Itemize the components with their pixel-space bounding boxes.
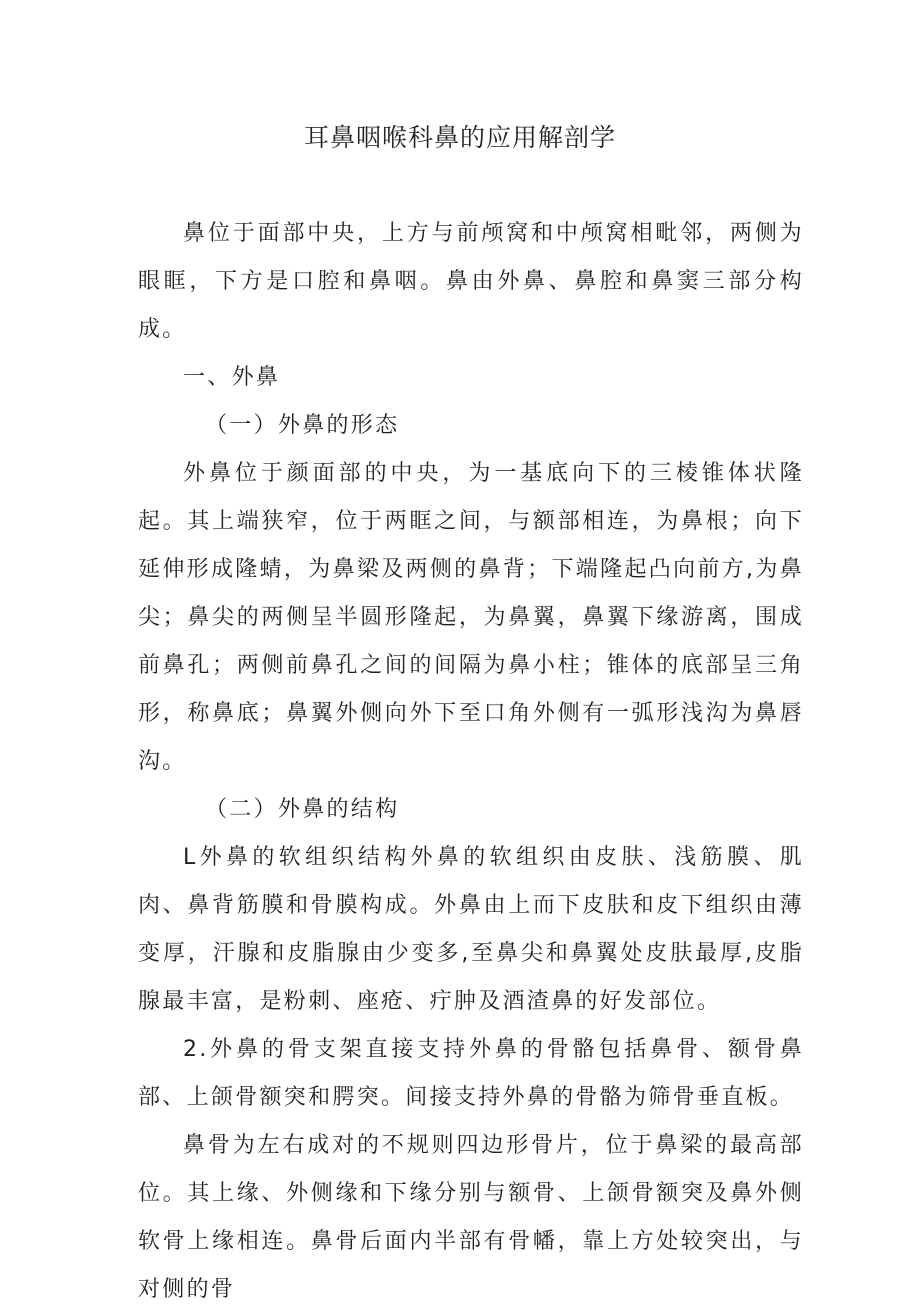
document-title: 耳鼻咽喉科鼻的应用解剖学 <box>303 123 616 152</box>
section-heading-external-nose: 一、外鼻 <box>183 365 281 390</box>
subsection-heading-structure: （二）外鼻的结构 <box>205 797 400 822</box>
morphology-paragraph: 外鼻位于颜面部的中央，为一基底向下的三棱锥体状隆起。其上端狭窄，位于两眶之间，与额部相连，为鼻根；向下延伸形成隆蜻，为鼻梁及两侧的鼻背；下端隆起凸向前方,为鼻尖；鼻尖的两侧呈半圆形隆起，为鼻翼，鼻翼下缘游离，围成前鼻孔；两侧前鼻孔之间的间隔为鼻小柱；锥体的底部呈三角形，称鼻底；鼻翼外侧向外下至口角外侧有一弧形浅沟为鼻唇沟。 <box>138 461 804 774</box>
intro-paragraph: 鼻位于面部中央，上方与前颅窝和中颅窝相毗邻，两侧为眼眶，下方是口腔和鼻咽。鼻由外鼻、鼻腔和鼻窦三部分构成。 <box>138 221 804 342</box>
document-body <box>138 210 804 1314</box>
subsection-heading-morphology: （一）外鼻的形态 <box>205 413 400 438</box>
nasal-bone-paragraph: 鼻骨为左右成对的不规则四边形骨片，位于鼻梁的最高部位。其上缘、外侧缘和下缘分别与额骨、上颌骨额突及鼻外侧软骨上缘相连。鼻骨后面内半部有骨幡，靠上方处较突出，与对侧的骨 <box>138 1133 804 1302</box>
soft-tissue-paragraph: L外鼻的软组织结构外鼻的软组织由皮肤、浅筋膜、肌肉、鼻背筋膜和骨膜构成。外鼻由上而下皮肤和皮下组织由薄变厚，汗腺和皮脂腺由少变多,至鼻尖和鼻翼处皮肤最厚,皮脂腺最丰富，是粉刺、座疮、疔肿及酒渣鼻的好发部位。 <box>138 845 804 1014</box>
bone-framework-paragraph: 2.外鼻的骨支架直接支持外鼻的骨骼包括鼻骨、额骨鼻部、上颌骨额突和腭突。间接支持外鼻的骨骼为筛骨垂直板。 <box>138 1037 804 1110</box>
